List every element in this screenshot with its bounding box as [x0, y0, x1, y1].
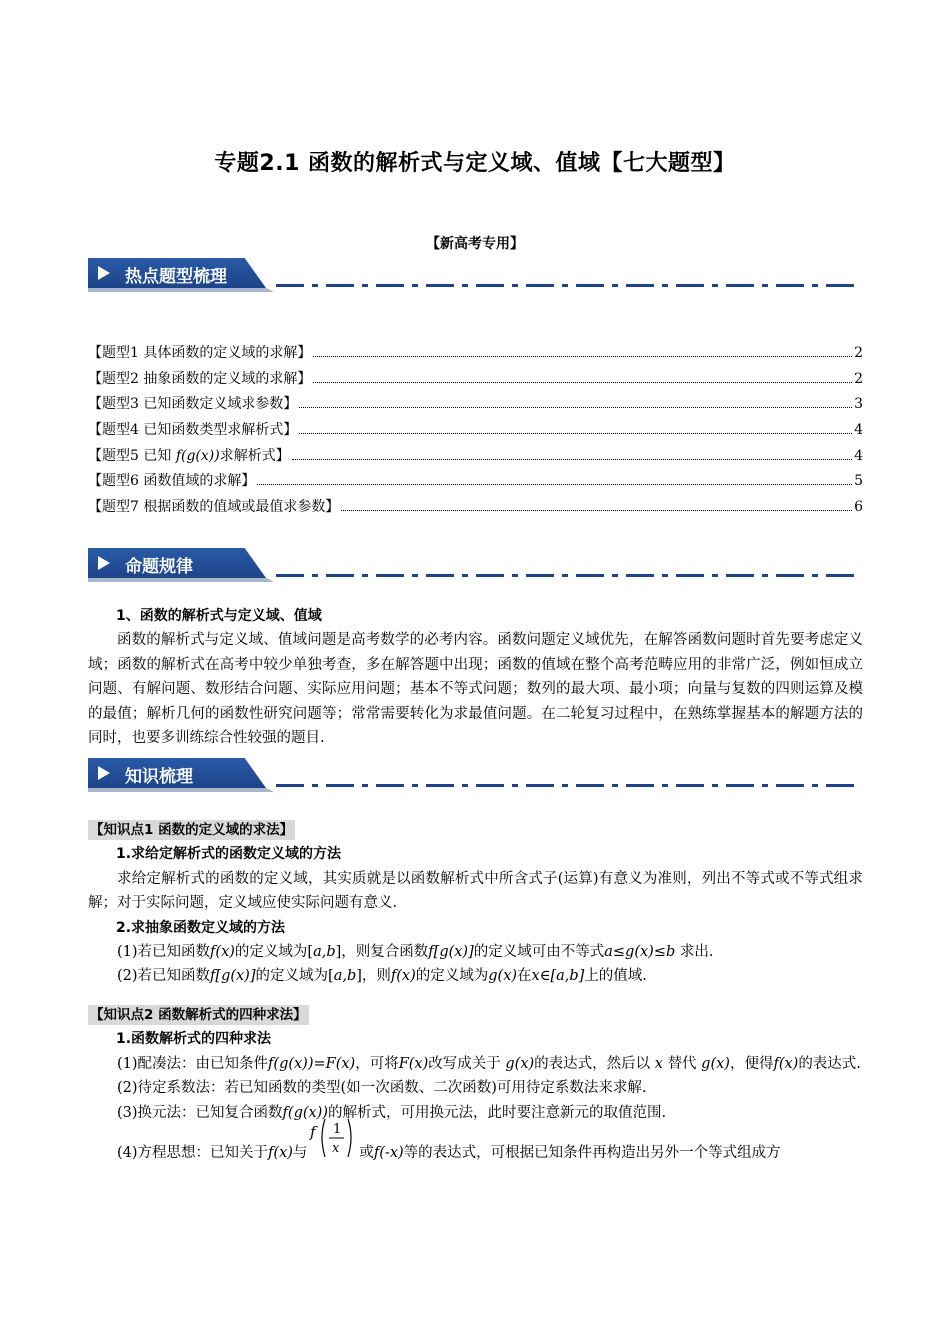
- toc-page: 2: [854, 370, 863, 387]
- svg-text:1: 1: [333, 1122, 342, 1138]
- fraction-f-one-over-x: [307, 1109, 359, 1169]
- play-arrow-icon: [98, 766, 110, 780]
- banner-shadow: [88, 788, 274, 792]
- knowledge-point-2: [88, 1003, 863, 1165]
- toc-item-4[interactable]: [88, 419, 863, 445]
- kp1-paragraph-2: (1)若已知函数f(x)的定义域为[a,b]，则复合函数f[g(x)]的定义域可由不等式a≤g(x)≤b 求出.: [117, 944, 714, 961]
- section-banner-knowledge: [88, 758, 863, 794]
- banner-label: 热点题型梳理: [125, 267, 227, 287]
- section-banner-hot: [88, 258, 863, 294]
- kp1-heading-1: 1.求给定解析式的函数定义域的方法: [116, 846, 342, 863]
- kp1-paragraph-3: (2)若已知函数f[g(x)]的定义域为[a,b]，则f(x)的定义域为g(x)在x∈[a,b]上的值域.: [117, 968, 647, 985]
- kp1-paragraph-1: 求给定解析式的函数的定义域，其实质就是以函数解析式中所含式子(运算)有意义为准则，列出不等式或不等式组求解；对于实际问题，定义域应使实际问题有意义.: [88, 870, 863, 912]
- kp1-heading-2: 2.求抽象函数定义域的方法: [116, 919, 286, 936]
- toc-page: 2: [854, 345, 863, 361]
- toc-item-2[interactable]: [88, 368, 863, 394]
- toc-label: 【题型6 函数值域的求解】: [88, 473, 256, 490]
- page-title: 专题2.1 函数的解析式与定义域、值域【七大题型】: [214, 151, 736, 176]
- toc-page: 4: [854, 447, 863, 464]
- toc-label: 【题型2 抽象函数的定义域的求解】: [88, 370, 312, 387]
- rule-section: [88, 604, 863, 750]
- toc-item-6[interactable]: [88, 470, 863, 496]
- toc-page: 6: [854, 499, 863, 516]
- fraction-expression: [307, 1122, 359, 1163]
- toc-item-5[interactable]: [88, 445, 863, 471]
- toc-label: 【题型4 已知函数类型求解析式】: [88, 422, 298, 439]
- toc-page: 3: [854, 396, 863, 413]
- rule-heading: 1、函数的解析式与定义域、值域: [116, 608, 322, 624]
- banner-label: 命题规律: [125, 557, 193, 577]
- section-banner-rule: [88, 548, 863, 584]
- svg-text:f: f: [310, 1123, 316, 1142]
- toc-leader: [313, 356, 852, 357]
- toc-leader: [313, 382, 852, 383]
- dash-divider: [276, 284, 861, 287]
- toc-item-1[interactable]: [88, 342, 863, 368]
- knowledge-point-label: 【知识点1 函数的定义域的求法】: [90, 822, 294, 838]
- toc-page: 5: [854, 473, 863, 490]
- toc-leader: [299, 407, 852, 408]
- table-of-contents: [88, 342, 863, 522]
- knowledge-point-1: [88, 818, 863, 989]
- kp2-heading-1: 1.函数解析式的四种求法: [116, 1031, 272, 1048]
- toc-label: 【题型1 具体函数的定义域的求解】: [88, 345, 312, 361]
- toc-label: 【题型5 已知 f(g(x))求解析式】: [88, 447, 290, 464]
- toc-item-7[interactable]: [88, 496, 863, 522]
- rule-body: 函数的解析式与定义域、值域问题是高考数学的必考内容。函数问题定义域优先，在解答函数问题时首先要考虑定义域；函数的解析式在高考中较少单独考查，多在解答题中出现；函数的值域在整个高考范畴应用的非常广泛，例如恒成立问题、有解问题、数形结合问题、实际应用问题；基本不等式问题；数列的最大项、最小项；向量与复数的四则运算及模的最值；解析几何的函数性研究问题等；常常需要转化为求最值问题。在二轮复习过程中，在熟练掌握基本的解题方法的同时，也要多训练综合性较强的题目.: [88, 632, 863, 747]
- toc-page: 4: [854, 422, 863, 439]
- toc-label: 【题型7 根据函数的值域或最值求参数】: [88, 499, 340, 516]
- banner-shadow: [88, 578, 274, 582]
- play-arrow-icon: [98, 266, 110, 280]
- dash-divider: [276, 784, 861, 787]
- banner-label: 知识梳理: [125, 767, 193, 787]
- kp2-method-1: (1)配凑法：由已知条件f(g(x))=F(x)，可将F(x)改写成关于 g(x)的表达式，然后以 x 替代 g(x)，便得f(x)的表达式.: [117, 1055, 861, 1072]
- toc-leader: [292, 459, 852, 460]
- knowledge-point-label: 【知识点2 函数解析式的四种求法】: [90, 1007, 307, 1023]
- play-arrow-icon: [98, 556, 110, 570]
- banner-shadow: [88, 288, 274, 292]
- kp2-method-3: (3)换元法：已知复合函数f(g(x))的解析式，可用换元法，此时要注意新元的取值范围.: [117, 1104, 667, 1121]
- toc-leader: [299, 433, 852, 434]
- toc-leader: [341, 510, 852, 511]
- page-subtitle: 【新高考专用】: [426, 236, 524, 252]
- dash-divider: [276, 574, 861, 577]
- kp2-method-4: (4)方程思想：已知关于f(x)与 f 1 x 或f(-x)等的表达式，可根据已知条件再构造出另外一个等式组成方: [88, 1141, 863, 1165]
- kp2-method-2: (2)待定系数法：若已知函数的类型(如一次函数、二次函数)可用待定系数法来求解.: [117, 1080, 647, 1097]
- svg-text:x: x: [332, 1141, 340, 1157]
- toc-label: 【题型3 已知函数定义域求参数】: [88, 396, 298, 413]
- toc-item-3[interactable]: [88, 393, 863, 419]
- toc-leader: [257, 484, 852, 485]
